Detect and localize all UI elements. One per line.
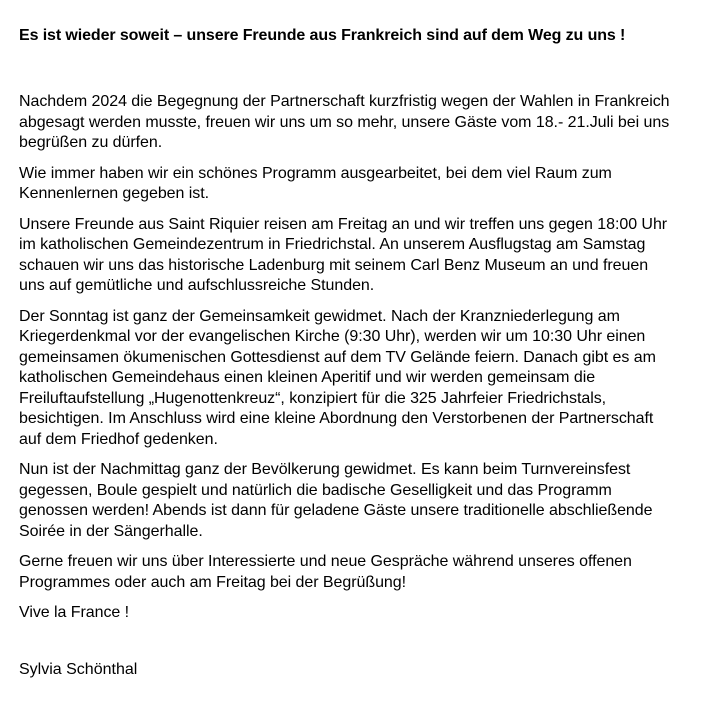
paragraph-line: Kennenlernen gegeben ist. (19, 185, 210, 202)
paragraph-line: Programmes oder auch am Freitag bei der Begrüßung! (19, 573, 407, 591)
paragraph (19, 552, 699, 593)
document (19, 26, 699, 678)
paragraph-line: Kriegerdenkmal vor der evangelischen Kirche (9:30 Uhr), werden wir um 10:30 Uhr einen (19, 328, 646, 345)
paragraph (19, 307, 699, 451)
paragraph-line: begrüßen zu dürfen. (19, 134, 163, 151)
paragraph-line: Wie immer haben wir ein schönes Programm ausgearbeitet, bei dem viel Raum zum (19, 164, 612, 182)
paragraph-line: besichtigen. Im Anschluss wird eine kleine Abordnung den Verstorbenen der Partnerschaft (19, 410, 654, 427)
signature: Sylvia Schönthal (19, 661, 138, 678)
body-text (19, 92, 699, 624)
paragraph-line: uns auf gemütliche und aufschlussreiche Stunden. (19, 277, 375, 294)
paragraph-line: Vive la France ! (19, 604, 130, 621)
paragraph-line: auf dem Friedhof gedenken. (19, 430, 218, 448)
paragraph (19, 164, 699, 205)
paragraph-line: Freiluftaufstellung „Hugenottenkreuz“, konzipiert für die 325 Jahrfeier Friedrichstals, (19, 389, 607, 407)
paragraph-line: abgesagt werden musste, freuen wir uns um so mehr, unsere Gäste vom 18.- 21.Juli bei uns (19, 113, 670, 131)
paragraph-line: schauen wir uns das historische Ladenburg mit seinem Carl Benz Museum an und freuen (19, 256, 649, 274)
paragraph-line: gegessen, Boule gespielt und natürlich die badische Geselligkeit und das Programm (19, 481, 612, 499)
paragraph (19, 460, 699, 542)
paragraph (19, 92, 699, 154)
paragraph-line: Soirée in der Sängerhalle. (19, 522, 203, 540)
paragraph-line: katholischen Gemeindehaus einen kleinen Aperitif und wir werden gemeinsam die (19, 369, 596, 386)
paragraph-line: genossen werden! Abends ist dann für geladene Gäste unsere traditionelle abschließende (19, 502, 653, 519)
headline: Es ist wieder soweit – unsere Freunde aus Frankreich sind auf dem Weg zu uns ! (19, 27, 626, 44)
paragraph (19, 603, 699, 624)
paragraph-line: Unsere Freunde aus Saint Riquier reisen am Freitag an und wir treffen uns gegen 18:00 Uhr (19, 215, 668, 233)
paragraph-line: Der Sonntag ist ganz der Gemeinsamkeit gewidmet. Nach der Kranzniederlegung am (19, 307, 620, 325)
paragraph-line: Nun ist der Nachmittag ganz der Bevölkerung gewidmet. Es kann beim Turnvereinsfest (19, 461, 631, 478)
paragraph-line: im katholischen Gemeindezentrum in Friedrichstal. An unserem Ausflugstag am Samstag (19, 236, 646, 253)
paragraph-line: Nachdem 2024 die Begegnung der Partnerschaft kurzfristig wegen der Wahlen in Frankreich (19, 93, 670, 110)
paragraph-line: gemeinsamen ökumenischen Gottesdienst auf dem TV Gelände feiern. Danach gibt es am (19, 348, 656, 366)
paragraph (19, 215, 699, 297)
paragraph-line: Gerne freuen wir uns über Interessierte und neue Gespräche während unseres offenen (19, 553, 632, 570)
